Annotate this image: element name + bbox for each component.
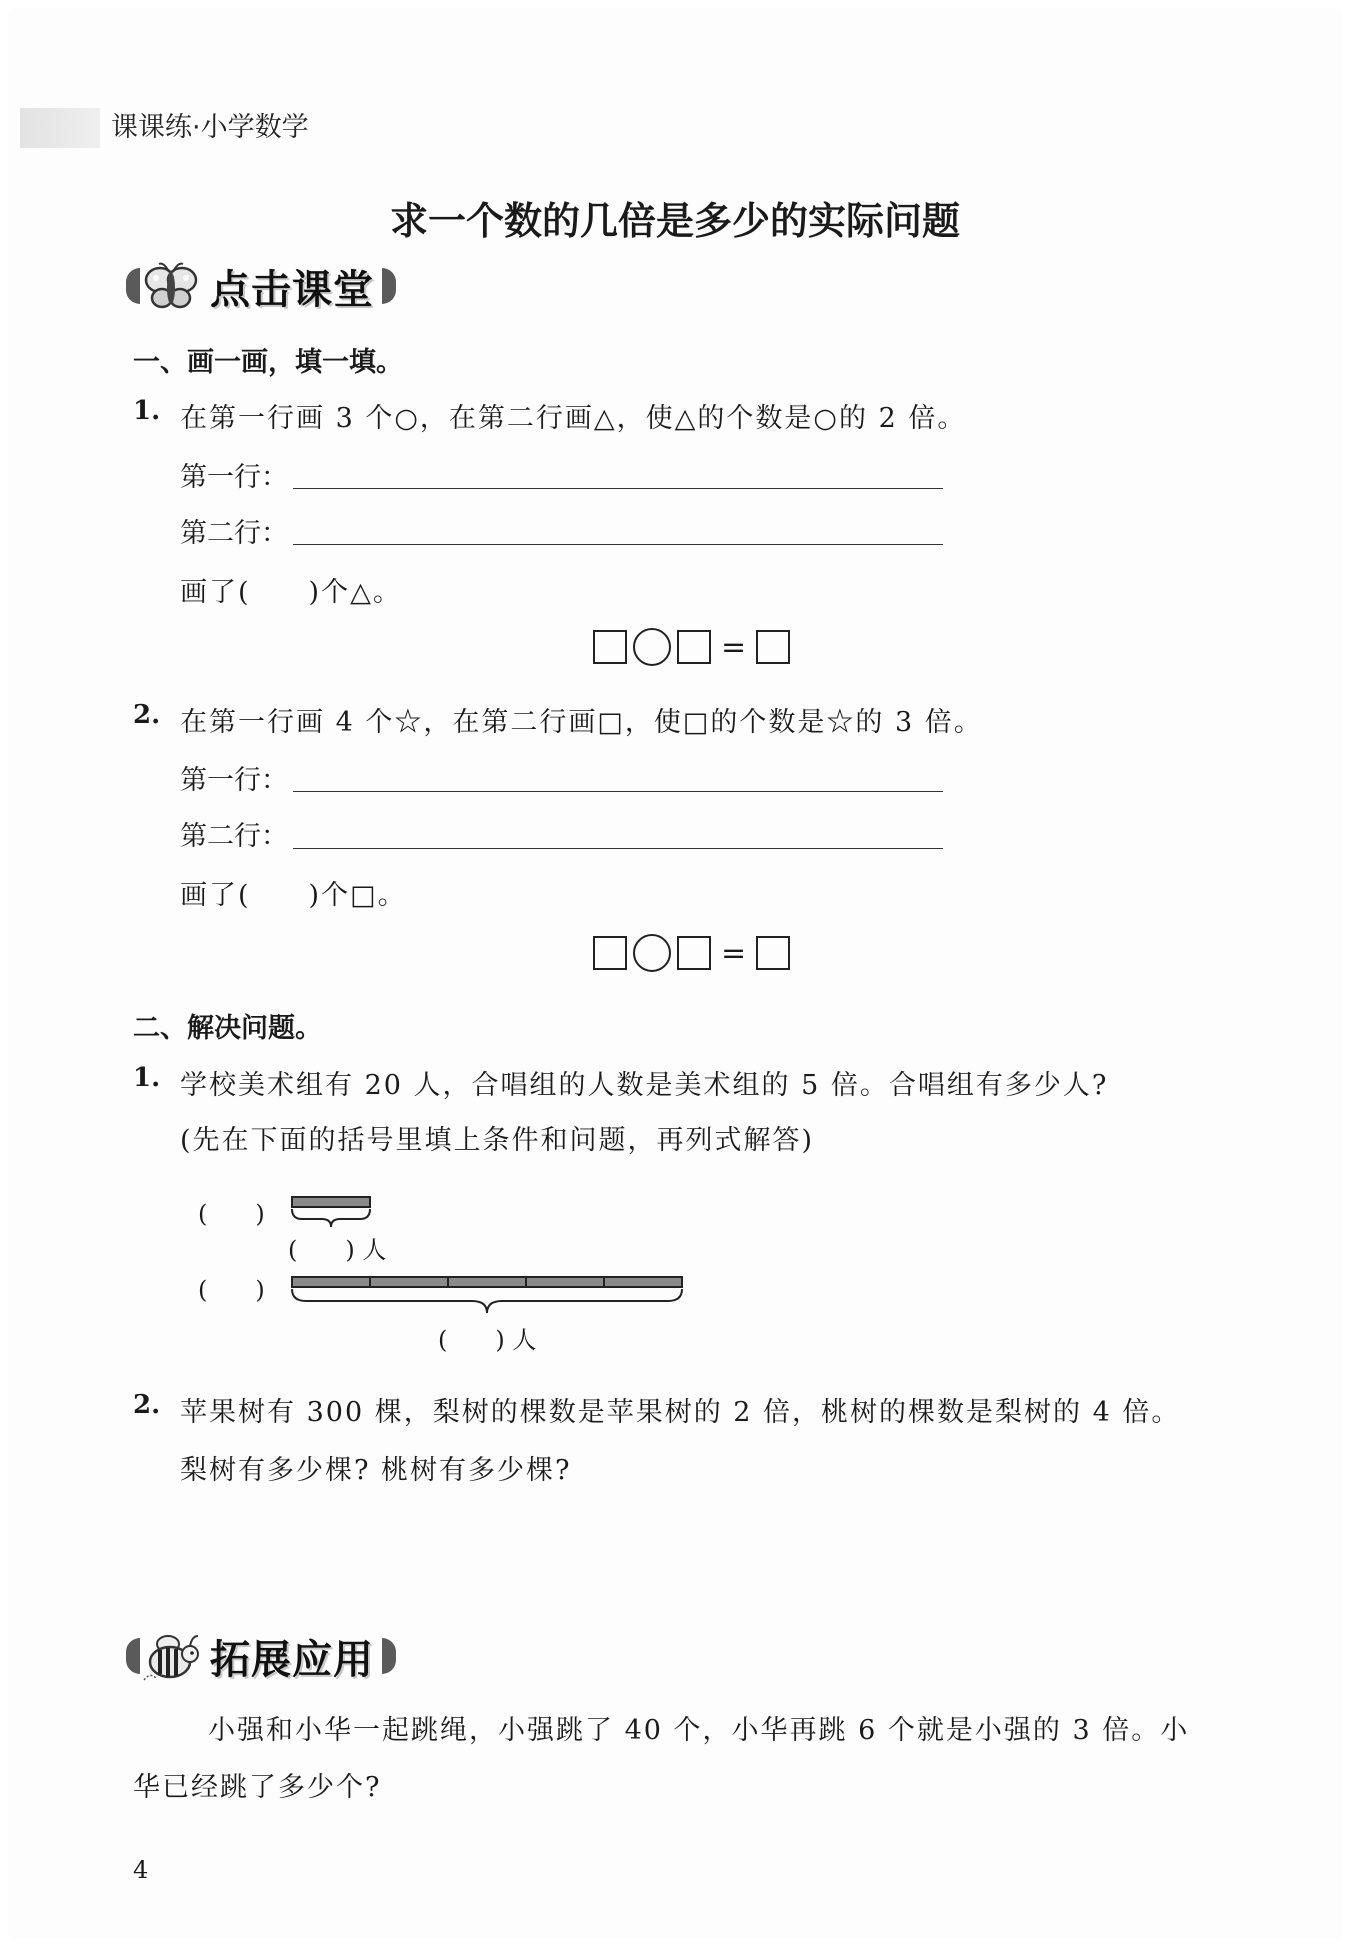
p1-q1-row1-line[interactable] bbox=[293, 488, 943, 489]
banner-cap-right bbox=[382, 1638, 396, 1674]
page-number: 4 bbox=[133, 1856, 149, 1884]
result-box[interactable] bbox=[756, 936, 790, 970]
p1-q1-answer[interactable]: 画了( )个△。 bbox=[180, 577, 402, 608]
p1-q2-answer[interactable]: 画了( )个□。 bbox=[180, 880, 407, 911]
equals-sign: = bbox=[721, 629, 747, 665]
p2-q2-text: 苹果树有 300 棵，梨树的棵数是苹果树的 2 倍，桃树的棵数是梨树的 4 倍。 bbox=[180, 1397, 1181, 1428]
p2-q2-text2: 梨树有多少棵? 桃树有多少棵? bbox=[180, 1455, 572, 1486]
brace-top-label[interactable]: ( ) 人 bbox=[288, 1236, 387, 1264]
operator-circle[interactable] bbox=[633, 934, 671, 972]
part2-heading: 二、解决问题。 bbox=[133, 1013, 322, 1044]
extend-text-line1: 小强和小华一起跳绳，小强跳了 40 个，小华再跳 6 个就是小强的 3 倍。小 bbox=[208, 1715, 1190, 1746]
butterfly-icon bbox=[140, 258, 202, 314]
p1-q1-row1-label: 第一行： bbox=[180, 462, 288, 493]
p2-q1-text: 学校美术组有 20 人，合唱组的人数是美术组的 5 倍。合唱组有多少人? bbox=[180, 1070, 1109, 1101]
workbook-page bbox=[8, 8, 1342, 1939]
bee-icon bbox=[140, 1628, 202, 1684]
p1-q1-row2-line[interactable] bbox=[293, 544, 943, 545]
operator-circle[interactable] bbox=[633, 628, 671, 666]
blank-box[interactable] bbox=[593, 630, 627, 664]
equals-sign: = bbox=[721, 935, 747, 971]
brace-bottom-label[interactable]: ( ) 人 bbox=[438, 1326, 537, 1354]
p1-q2-row1-label: 第一行： bbox=[180, 765, 288, 796]
top-bar bbox=[292, 1197, 370, 1207]
p1-q2-row2-label: 第二行： bbox=[180, 821, 288, 852]
top-brace bbox=[292, 1209, 370, 1227]
part1-heading: 一、画一画，填一填。 bbox=[133, 347, 403, 378]
p1-q2-row1-line[interactable] bbox=[293, 791, 943, 792]
bottom-bar bbox=[292, 1277, 682, 1287]
bottom-brace bbox=[292, 1289, 682, 1313]
diagram-label-top[interactable]: ( ) bbox=[198, 1200, 265, 1228]
page-title: 求一个数的几倍是多少的实际问题 bbox=[389, 199, 960, 243]
p2-q1-hint: (先在下面的括号里填上条件和问题，再列式解答) bbox=[180, 1125, 815, 1156]
p2-q1-number: 1. bbox=[133, 1063, 161, 1093]
banner-cap-right bbox=[382, 268, 396, 304]
diagram-label-bottom[interactable]: ( ) bbox=[198, 1276, 265, 1304]
p2-q2-number: 2. bbox=[133, 1390, 161, 1420]
blank-box[interactable] bbox=[677, 936, 711, 970]
section-banner-extend bbox=[126, 1628, 396, 1684]
p1-q1-row2-label: 第二行： bbox=[180, 518, 288, 549]
p1-q2-number: 2. bbox=[133, 700, 161, 730]
banner-label: 点击课堂 bbox=[210, 266, 374, 313]
p1-q2-text: 在第一行画 4 个☆，在第二行画□，使□的个数是☆的 3 倍。 bbox=[180, 707, 983, 738]
p1-q2-equation bbox=[593, 934, 790, 972]
p1-q1-equation bbox=[593, 628, 790, 666]
result-box[interactable] bbox=[756, 630, 790, 664]
banner-cap-left bbox=[126, 1638, 140, 1674]
header-band bbox=[20, 108, 100, 148]
blank-box[interactable] bbox=[593, 936, 627, 970]
p1-q2-row2-line[interactable] bbox=[293, 848, 943, 849]
section-banner-click bbox=[126, 258, 396, 314]
p1-q1-text: 在第一行画 3 个○，在第二行画△，使△的个数是○的 2 倍。 bbox=[180, 403, 967, 434]
book-header: 课课练·小学数学 bbox=[111, 112, 309, 143]
banner-label: 拓展应用 bbox=[210, 1636, 374, 1683]
p1-q1-number: 1. bbox=[133, 396, 161, 426]
banner-cap-left bbox=[126, 268, 140, 304]
extend-text-line2: 华已经跳了多少个? bbox=[133, 1772, 382, 1803]
blank-box[interactable] bbox=[677, 630, 711, 664]
